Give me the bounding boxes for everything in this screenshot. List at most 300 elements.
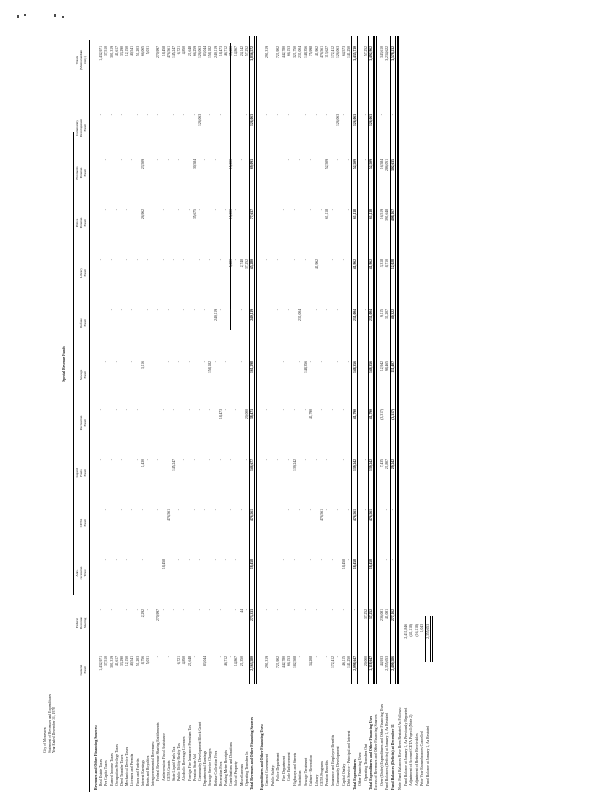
cell-lf: 139,242 [292, 459, 297, 471]
cell-dash: - [347, 209, 352, 211]
row-label: Sewage Treatment [303, 757, 308, 786]
cell-dash: - [229, 309, 234, 311]
cell-sew: 98,465 [385, 361, 390, 372]
row-label: Per Capita Taxes [104, 760, 109, 786]
cell-dash: - [203, 159, 208, 161]
cell-tot: 3,578,232 [390, 46, 395, 61]
cell-g: 141,250 [347, 656, 352, 668]
cell-dash: - [239, 309, 244, 311]
cell-lib: 5,280 [229, 259, 234, 268]
cell-dash: - [336, 159, 341, 161]
row-label: Other Financing Uses: [358, 751, 363, 786]
cell-lib: 8,710 [385, 259, 390, 268]
cell-dash: - [363, 114, 368, 116]
cell-tot: 24,142 [239, 46, 244, 57]
cell-tot: 476,561 [319, 46, 324, 58]
cell-fp: 302,635 [390, 159, 395, 171]
cell-cd: 126,063 [369, 114, 373, 126]
cell-dash: - [208, 259, 213, 261]
row-label: Insurance and Employee Benefits [330, 734, 335, 786]
cell-dash: - [309, 361, 314, 363]
cell-dash: - [125, 609, 130, 611]
rule-line [430, 616, 431, 662]
cell-g: 8,756 [140, 656, 145, 665]
row-label: Pension State Aid [192, 753, 197, 781]
cell-dash: - [325, 509, 330, 511]
cell-dash: - [120, 509, 124, 511]
cell-dash: - [292, 609, 297, 611]
cell-dash: - [319, 209, 324, 211]
cell-dash: - [135, 409, 140, 411]
cell-dash: - [292, 409, 297, 411]
cell-dash: - [161, 409, 166, 411]
cell-dash: - [182, 259, 187, 261]
cell-fp: 15,000 [229, 159, 234, 170]
cell-dash: - [309, 209, 314, 211]
cell-dash: - [224, 559, 228, 561]
cell-dash: - [314, 459, 319, 461]
cell-dash: - [229, 656, 234, 658]
statement-title-line1: City of Monessen [43, 727, 47, 753]
row-label: Revenues and Other Financing Sources: [94, 724, 98, 790]
cell-lib: 37,252 [244, 259, 249, 270]
cell-ar: 18,458 [250, 559, 254, 570]
cell-dash: - [156, 159, 161, 161]
cell-g: 46,712 [224, 656, 228, 667]
cell-dash: - [347, 509, 352, 511]
cell-dash: - [244, 609, 249, 611]
cell-rs: 2,292 [140, 609, 145, 618]
cell-dash: - [161, 259, 166, 261]
cell-dash: - [99, 409, 104, 411]
row-label: General Government [265, 754, 270, 786]
cell-fp: 52,509 [352, 159, 357, 170]
cell-dash: - [125, 259, 130, 261]
cell-g: 66,153 [287, 656, 292, 667]
cell-dash: - [177, 209, 182, 211]
cell-dash: - [319, 361, 324, 363]
cell-ar: 18,458 [369, 559, 373, 570]
cell-dash: - [303, 114, 308, 116]
cell-dash: - [287, 159, 292, 161]
cell-ar: 18,458 [352, 559, 357, 570]
cell-dash: - [146, 309, 150, 311]
cell-dash: - [172, 114, 176, 116]
cell-dash: - [218, 309, 223, 311]
cell-lib: 3,318 [379, 259, 384, 268]
row-label: Over (Under) Expenditures and Other Financing Uses [379, 703, 384, 786]
cell-dash: - [287, 309, 292, 311]
cell-dash: - [281, 409, 286, 411]
cell-dash: - [303, 259, 308, 261]
row-label: Expenditures and Other Financing Uses: [260, 723, 264, 790]
cell-dash: - [298, 509, 303, 511]
cell-dash: - [187, 559, 192, 561]
statement-title-line3: Year Ended December 31, 1978 [52, 707, 57, 753]
row-label: Refuse Collection Fees [213, 750, 218, 786]
cell-lf: 7,435 [379, 459, 384, 468]
row-label: Fire Department [281, 756, 286, 781]
cell-dash: - [109, 309, 114, 311]
cell-tot: 442,780 [281, 46, 286, 58]
cell-g: 442,780 [281, 656, 286, 668]
row-label: Debt Service - Principal and Interest [347, 730, 352, 786]
cell-sew: 148,356 [369, 361, 373, 373]
cell-tot: 172,412 [330, 46, 335, 58]
rule-line [376, 36, 377, 684]
cell-tot: 270,997 [156, 46, 161, 58]
cell-dash: - [234, 259, 239, 261]
row-label: Prior Year Encumbrances Cancelled [420, 731, 425, 786]
cell-dash: - [198, 209, 202, 211]
cell-tot: 66,153 [287, 46, 292, 57]
rule-line [256, 36, 257, 684]
cell-pp: 26,962 [140, 209, 145, 220]
cell-fp: 23,509 [140, 159, 145, 170]
cell-g: 291,319 [265, 656, 270, 668]
cell-fp: 16,584 [379, 159, 384, 170]
cell-dash: - [244, 459, 249, 461]
cell-tot: 3,435,710 [352, 46, 357, 61]
cell-sew: 3,116 [140, 361, 145, 370]
cell-dash: - [239, 509, 244, 511]
cell-dash: - [218, 259, 223, 261]
cell-pp: 15,000 [229, 209, 234, 220]
cell-dash: - [114, 409, 119, 411]
rule-line [395, 36, 396, 684]
rule-line [432, 616, 433, 662]
cell-rec: 38,473 [250, 409, 254, 420]
cell-tot: 476,561 [166, 46, 171, 58]
cell-dash: - [140, 559, 145, 561]
cell-dash: - [347, 159, 352, 161]
row-label: Adjustment of Accrued CETA Payroll (Note 2) [409, 714, 414, 786]
cell-pp: 35,675 [192, 209, 197, 220]
cell-g: 44,933 [379, 656, 384, 667]
cell-dash: - [303, 609, 308, 611]
cell-dash: - [309, 509, 314, 511]
cell-dash: - [130, 159, 135, 161]
cell-dash: - [135, 259, 140, 261]
cell-rec: 41,790 [309, 409, 314, 420]
cell-dash: - [130, 509, 135, 511]
row-label: Total Revenues and Other Financing Sources [250, 716, 254, 790]
cell-dash: - [314, 656, 319, 658]
cell-tot: 6,721 [177, 46, 182, 55]
cell-sew: 148,356 [352, 361, 357, 373]
cell-dash: - [390, 559, 395, 561]
cell-dash: - [198, 409, 202, 411]
cell-dash: - [104, 509, 109, 511]
cell-tot: 75,998 [309, 46, 314, 57]
cell-dash: - [114, 209, 119, 211]
cell-dash: - [120, 159, 124, 161]
cell-dash: - [182, 459, 187, 461]
cell-dash: - [182, 309, 187, 311]
row-label: Licenses and Permits [130, 753, 135, 786]
cell-dash: - [182, 609, 187, 611]
cell-dash: - [130, 309, 135, 311]
cell-sew: 148,356 [303, 361, 308, 373]
row-label: Fund Balances (Deficits) at January 1, As Restated [385, 712, 390, 790]
cell-g: 301,319 [109, 656, 114, 668]
rule-line [73, 132, 74, 595]
rule-line [89, 40, 90, 792]
statement-title-line2: Statement of Revenues and Expenditures [47, 693, 52, 753]
cell-g: 182,508 [292, 656, 297, 668]
cell-dash: - [265, 259, 270, 261]
row-label: Sale of Property [234, 761, 239, 786]
cell-dash: - [208, 409, 213, 411]
cell-dash: - [281, 361, 286, 363]
column-header-rs: Federal Revenue Sharing [74, 617, 87, 629]
cell-fn: (41,118) [409, 624, 414, 637]
cell-dash: - [146, 609, 150, 611]
cell-tot: 12,150 [125, 46, 130, 57]
row-label: Culture - Recreation [309, 755, 314, 786]
cell-dash: - [265, 114, 270, 116]
column-header-pp: Police Pension Fund [74, 217, 87, 229]
cell-sew: 111,407 [390, 361, 395, 373]
cell-dash: - [309, 559, 314, 561]
cell-tot: 57,252 [363, 46, 368, 57]
cell-pp: 61,118 [352, 209, 357, 219]
cell-dash: - [281, 209, 286, 211]
cell-dash: - [177, 559, 182, 561]
cell-dash: - [336, 656, 341, 658]
cell-tot: 291,319 [265, 46, 270, 58]
cell-dash: - [385, 509, 390, 511]
cell-ref: 231,004 [369, 309, 373, 321]
row-label: Total Expenditures and Other Financing Uses [369, 715, 373, 790]
cell-dash: - [218, 609, 223, 611]
cell-dash: - [198, 609, 202, 611]
cell-rec: 18,473 [218, 409, 223, 420]
cell-g: 2,355,653 [385, 656, 390, 671]
cell-dash: - [276, 259, 281, 261]
cell-dash: - [363, 159, 368, 161]
cell-dash: - [172, 609, 176, 611]
cell-dash: - [156, 459, 161, 461]
cell-dash: - [341, 409, 346, 411]
cell-dash: - [192, 459, 197, 461]
cell-lib: 12,028 [390, 259, 395, 270]
cell-dash: - [213, 559, 218, 561]
cell-dash: - [319, 409, 324, 411]
cell-tot: 83,044 [203, 46, 208, 57]
cell-dash: - [114, 559, 119, 561]
cell-lib: 41,962 [314, 259, 319, 270]
cell-dash: - [166, 159, 171, 161]
cell-dash: - [229, 459, 234, 461]
cell-rs: 37,252 [363, 609, 368, 620]
cell-dash: - [234, 559, 239, 561]
cell-dash: - [390, 509, 395, 511]
rule-line [373, 36, 374, 684]
cell-dash: - [156, 509, 161, 511]
row-label: Sewage Service Charges [208, 748, 213, 786]
row-label: Occupation Privilege Taxes [114, 744, 119, 786]
cell-dash: - [234, 209, 239, 211]
column-header-g: General Fund [78, 664, 87, 676]
row-label: Pension Benefits [325, 760, 330, 786]
row-label: Real Estate Taxes [99, 759, 104, 786]
cell-tot: 148,356 [303, 46, 308, 58]
row-label: Antirecession Fiscal Assistance [161, 733, 166, 781]
column-header-lib: Library Fund [78, 267, 87, 279]
row-label: Fund Balance at January 1, As Previously Reported [403, 707, 408, 786]
cell-ref: 31,207 [385, 309, 390, 320]
cell-dash: - [187, 209, 192, 211]
row-label: Departmental Earnings [203, 750, 208, 786]
cell-lib: 2,748 [239, 259, 244, 268]
cell-lib: 45,280 [250, 259, 254, 270]
cell-dash: - [109, 259, 114, 261]
cell-dash: - [104, 159, 109, 161]
cell-dash: - [276, 609, 281, 611]
cell-sew: 12,942 [379, 361, 384, 372]
cell-g: 37,510 [104, 656, 109, 667]
cell-tot: 721,902 [276, 46, 281, 58]
cell-dash: - [298, 361, 303, 363]
cell-dash: - [99, 114, 104, 116]
cell-dash: - [314, 114, 319, 116]
cell-tot: 5,031 [146, 46, 150, 55]
cell-dash: - [99, 609, 104, 611]
cell-dash: - [363, 309, 368, 311]
cell-dash: - [203, 361, 208, 363]
cell-fn: 1,043 [420, 624, 425, 633]
cell-g: 5,031 [146, 656, 150, 665]
cell-dash: - [109, 459, 114, 461]
cell-tot: 41,617 [114, 46, 119, 57]
cell-dash: - [330, 609, 335, 611]
cell-dash: - [213, 361, 218, 363]
row-label: Highways and Streets [292, 752, 297, 786]
cell-ar: 18,458 [341, 559, 346, 570]
cell-dash: - [244, 114, 249, 116]
cell-dash: - [213, 159, 218, 161]
cell-dash: - [109, 609, 114, 611]
cell-dash: - [325, 656, 330, 658]
cell-tot: 126,063 [198, 46, 202, 58]
cell-cd: 126,063 [198, 114, 202, 126]
cell-g: 2,400,586 [390, 656, 395, 671]
row-label: Mechanical Device Taxes [125, 746, 130, 786]
cell-tot: 145,247 [172, 46, 176, 58]
cell-dash: - [224, 209, 228, 211]
row-label: Community Development [336, 746, 341, 786]
cell-pp: 61,118 [369, 209, 373, 219]
cell-dash: - [156, 656, 161, 658]
cell-tot: 35,280 [229, 46, 234, 57]
column-header-fp: Firemen's Pension Fund [74, 166, 87, 180]
cell-dash: - [341, 114, 346, 116]
row-label: Miscellaneous [239, 764, 244, 786]
cell-g: 2,098,647 [352, 656, 357, 671]
cell-tot: 21,648 [187, 46, 192, 57]
row-label: Rents and Royalties [146, 755, 150, 786]
cell-dash: - [330, 259, 335, 261]
cell-fp: 52,509 [325, 159, 330, 170]
cell-dash: - [281, 559, 286, 561]
cell-dash: - [287, 509, 292, 511]
cell-rs: 270,997 [156, 609, 161, 621]
cell-dash: - [146, 459, 150, 461]
row-label: Fines and Forfeits [135, 758, 140, 786]
cell-dash: - [347, 559, 352, 561]
column-header-lf: Liquid Fuels Fund [74, 468, 87, 478]
cell-pp: 391,648 [385, 209, 390, 221]
row-label: Sanitation [298, 770, 303, 786]
cell-cd: 126,063 [250, 114, 254, 126]
cell-ce: 476,561 [319, 509, 324, 521]
cell-dash: - [177, 361, 182, 363]
cell-pp: 77,637 [250, 209, 254, 220]
cell-dash: - [229, 509, 234, 511]
cell-dash: - [208, 609, 213, 611]
cell-dash: - [309, 159, 314, 161]
cell-dash: - [341, 609, 346, 611]
cell-sew: 158,182 [208, 361, 213, 373]
cell-tot: 18,458 [161, 46, 166, 57]
cell-tot: 33,290 [120, 46, 124, 57]
cell-tot: 37,510 [104, 46, 109, 57]
cell-tot: 57,252 [244, 46, 249, 57]
row-label: Adjustment of Refuse Receivables [414, 733, 419, 786]
cell-dash: - [303, 459, 308, 461]
rule-line [357, 36, 358, 684]
cell-dash: - [224, 361, 228, 363]
cell-rs: 273,333 [250, 609, 254, 621]
cell-fp: 286,051 [385, 159, 390, 171]
cell-ref: 231,004 [298, 309, 303, 321]
cell-dash: - [314, 609, 319, 611]
cell-tot: 126,063 [336, 46, 341, 58]
cell-dash: - [276, 309, 281, 311]
cell-dash: - [298, 656, 303, 658]
cell-dash: - [146, 114, 150, 116]
cell-dash: - [265, 609, 270, 611]
cell-dash: - [177, 159, 182, 161]
cell-dash: - [109, 114, 114, 116]
cell-dash: - [325, 114, 330, 116]
cell-dash: - [287, 459, 292, 461]
cell-g: 51,203 [135, 656, 140, 667]
cell-dash: - [390, 114, 395, 116]
cell-dash: - [177, 509, 182, 511]
cell-dash: - [104, 559, 109, 561]
cell-rec: (3,317) [379, 409, 384, 420]
cell-g: 721,902 [276, 656, 281, 668]
cell-tot: 66,259 [192, 46, 197, 57]
cell-rs: 44 [239, 609, 244, 613]
cell-dash: - [347, 361, 352, 363]
cell-dash: - [352, 609, 357, 611]
cell-dash: - [161, 209, 166, 211]
cell-dash: - [104, 361, 109, 363]
row-label: Foreign Fire Insurance Premium Tax [187, 725, 192, 781]
column-header-ar: Anti- recession Trust [74, 566, 87, 580]
cell-sew: 161,298 [250, 361, 254, 373]
cell-dash: - [213, 209, 218, 211]
cell-dash: - [229, 114, 234, 116]
cell-fp: 52,509 [369, 159, 373, 170]
cell-dash: - [292, 559, 297, 561]
cell-rec: 41,790 [369, 409, 373, 420]
cell-g: 2,163,580 [250, 656, 254, 671]
rule-line [254, 36, 255, 684]
